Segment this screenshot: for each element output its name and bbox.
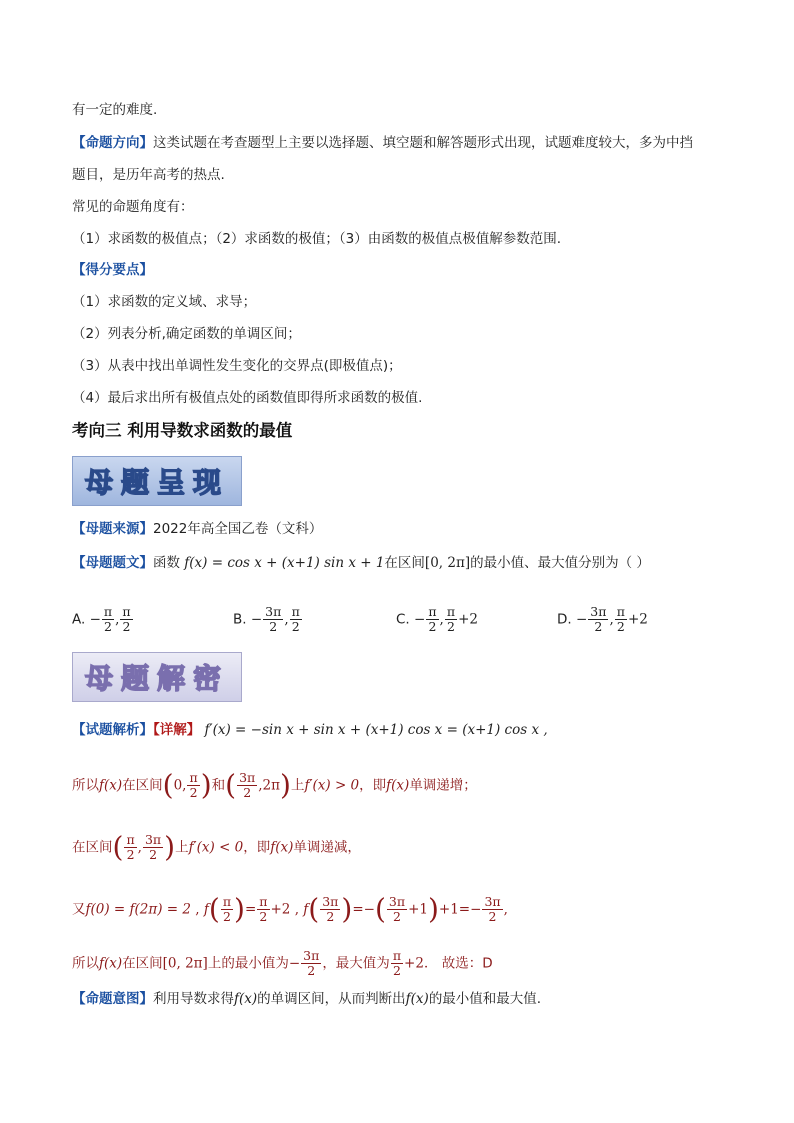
detail-tag: 【详解】	[153, 722, 201, 738]
option-label: A.	[72, 611, 86, 628]
solution-line-3: 又f(0) = f(2π) = 2 , f( $\frac{\pi}{2}$ )= $\frac{\pi}{2}$ +2 , f( $\frac{3\pi}{2}$ )=−( $\frac{3\pi}{2}$ +1)+1=− $\frac{3\pi}{2}$ ,	[72, 892, 508, 926]
direction-tag: 【命题方向】	[72, 135, 153, 151]
analysis-line	[72, 720, 548, 740]
option-fraction: $\frac{3\pi}{2}$	[590, 604, 607, 634]
option-sign: −	[250, 611, 263, 628]
option-fraction: $\frac{3\pi}{2}$	[265, 604, 282, 634]
step-2: （2）列表分析,确定函数的单调区间；	[72, 326, 301, 342]
source-tag: 【母题来源】	[72, 521, 153, 537]
option-fraction: $\frac{\pi}{2}$	[122, 604, 131, 634]
question-line	[72, 553, 650, 573]
banner-problem-presentation	[72, 456, 242, 506]
solution-line-1: 所以f(x)在区间(0, $\frac{\pi}{2}$ )和( $\frac{3\pi}{2}$ ,2π)上f′(x) > 0，即f(x)单调递增；	[72, 768, 477, 802]
option-fraction: $\frac{\pi}{2}$	[103, 604, 113, 634]
option-d[interactable]: D. − $\frac{3\pi}{2}$ , $\frac{\pi}{2}$ +2	[557, 604, 648, 634]
question-function: f(x) = cos x + (x+1) sin x + 1	[184, 555, 385, 571]
common-angles-heading: 常见的命题角度有：	[72, 199, 194, 215]
option-fraction: $\frac{\pi}{2}$	[446, 604, 456, 634]
source-text: 2022年高全国乙卷（文科）	[153, 521, 323, 537]
question-tag: 【母题题文】	[72, 555, 153, 571]
intent-tag: 【命题意图】	[72, 991, 153, 1007]
option-a[interactable]: A. − $\frac{\pi}{2}$ , $\frac{\pi}{2}$	[72, 604, 131, 634]
banner-text: 母题解密	[84, 662, 229, 695]
step-3: （3）从表中找出单调性发生变化的交界点(即极值点)；	[72, 358, 402, 374]
option-sign: −	[89, 611, 101, 628]
step-1: （1）求函数的定义域、求导；	[72, 294, 257, 310]
angles-list: （1）求函数的极值点；（2）求函数的极值；（3）由函数的极值点极值解参数范围.	[72, 231, 562, 247]
option-c[interactable]: C. − $\frac{\pi}{2}$ , $\frac{\pi}{2}$ +2	[396, 604, 478, 634]
option-fraction: $\frac{\pi}{2}$	[291, 604, 300, 634]
solution-line-4: 所以f(x)在区间[0, 2π]上的最小值为− $\frac{3\pi}{2}$ ，最大值为 $\frac{\pi}{2}$ +2． 故选：D	[72, 948, 493, 978]
option-sign: −	[414, 611, 426, 628]
option-fraction: $\frac{\pi}{2}$	[428, 604, 437, 634]
banner-text: 母题呈现	[84, 466, 229, 499]
solution-line-2: 在区间( $\frac{\pi}{2}$ , $\frac{3\pi}{2}$ )上f′(x) < 0，即f(x)单调递减，	[72, 830, 361, 864]
intent-line: 【命题意图】利用导数求得f(x)的单调区间，从而判断出f(x)的最小值和最大值.	[72, 991, 542, 1007]
paragraph-difficulty: 有一定的难度.	[72, 102, 158, 118]
option-label: D.	[557, 611, 572, 628]
option-sign: −	[575, 611, 588, 628]
banner-problem-decryption	[72, 652, 242, 702]
question-pre: 函数	[153, 555, 180, 571]
direction-line-2: 题目，是历年高考的热点.	[72, 167, 225, 183]
question-post: 的最小值、最大值分别为（ ）	[470, 555, 650, 571]
question-mid: 在区间	[384, 555, 425, 571]
option-label: B.	[233, 611, 247, 628]
analysis-tag: 【试题解析】	[72, 722, 153, 738]
option-fraction: $\frac{\pi}{2}$	[616, 604, 625, 634]
option-b[interactable]: B. − $\frac{3\pi}{2}$ , $\frac{\pi}{2}$	[233, 604, 300, 634]
question-interval: [0, 2π]	[424, 555, 471, 571]
score-tag: 【得分要点】	[72, 262, 153, 278]
direction-line	[72, 133, 693, 153]
section-title: 考向三 利用导数求函数的最值	[72, 421, 293, 440]
direction-text: 这类试题在考查题型上主要以选择题、填空题和解答题形式出现，试题难度较大，多为中挡	[153, 135, 693, 151]
step-4: （4）最后求出所有极值点处的函数值即得所求函数的极值.	[72, 390, 423, 406]
derivative-formula: f′(x) = −sin x + sin x + (x+1) cos x = (x+1) cos x ,	[204, 722, 548, 738]
option-label: C.	[396, 611, 410, 628]
source-line	[72, 519, 322, 539]
